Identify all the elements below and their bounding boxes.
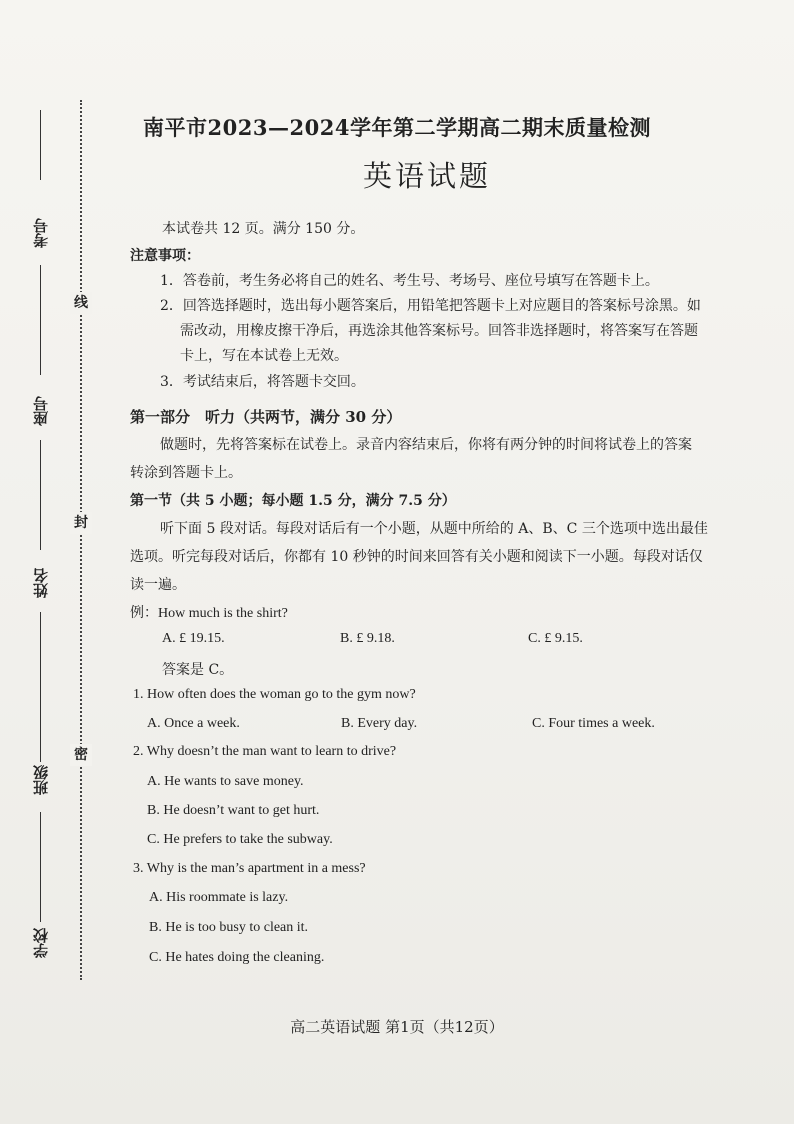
note-item-1: 1．答卷前，考生务必将自己的姓名、考生号、考场号、座位号填写在答题卡上。 [160, 273, 659, 289]
question-3-stem: 3. Why is the man’s apartment in a mess? [133, 861, 366, 876]
exam-title: 南平市2023—2024学年第二学期高二期末质量检测 [143, 115, 651, 140]
question-1-option-a: A. Once a week. [147, 716, 240, 731]
seal-char-line: 线 [70, 292, 92, 314]
question-2-stem: 2. Why doesn’t the man want to learn to drive? [133, 744, 397, 759]
exam-number-label: 考号 [32, 218, 50, 248]
section1-desc-line3: 读一遍。 [130, 577, 186, 593]
class-line [40, 612, 41, 762]
question-2-option-a: A. He wants to save money. [147, 774, 304, 789]
question-3-option-c: C. He hates doing the cleaning. [149, 950, 325, 965]
seal-char-secret: 密 [70, 744, 92, 766]
question-1-option-c: C. Four times a week. [532, 716, 655, 731]
seal-dotted-line [80, 100, 82, 980]
part1-desc-line1: 做题时，先将答案标在试卷上。录音内容结束后，你将有两分钟的时间将试卷上的答案 [160, 437, 692, 453]
page-footer: 高二英语试题 第1页（共12页） [290, 1018, 504, 1036]
part1-heading: 第一部分 听力（共两节，满分 30 分） [130, 408, 402, 426]
name-label: 姓名 [32, 568, 50, 598]
seat-number-label: 座号 [32, 396, 50, 426]
note-item-2-cont-1: 需改动，用橡皮擦干净后，再选涂其他答案标号。回答非选择题时，将答案写在答题 [180, 323, 698, 339]
exam-subtitle: 英语试题 [362, 159, 491, 193]
note-item-3: 3．考试结束后，将答题卡交回。 [160, 374, 365, 390]
question-3-option-b: B. He is too busy to clean it. [149, 920, 309, 935]
question-1-option-b: B. Every day. [341, 716, 418, 731]
school-label: 学校 [32, 928, 50, 958]
question-1-stem: 1. How often does the woman go to the gym now? [133, 687, 416, 702]
seal-char-seal: 封 [70, 512, 92, 534]
example-question: 例：How much is the shirt? [130, 606, 288, 621]
note-item-2-cont-2: 卡上，写在本试卷上无效。 [180, 348, 348, 364]
section1-desc-line2: 选项。听完每段对话后，你都有 10 秒钟的时间来回答有关小题和阅读下一小题。每段对话仅 [130, 549, 703, 565]
example-option-c: C. £ 9.15. [528, 631, 583, 646]
notes-heading: 注意事项： [130, 248, 200, 264]
example-option-b: B. £ 9.18. [340, 631, 395, 646]
question-3-option-a: A. His roommate is lazy. [149, 890, 289, 905]
class-label: 班级 [32, 765, 50, 795]
section1-heading: 第一节（共 5 小题；每小题 1.5 分，满分 7.5 分） [130, 493, 456, 509]
question-2-option-b: B. He doesn’t want to get hurt. [147, 803, 320, 818]
example-option-a: A. £ 19.15. [162, 631, 225, 646]
section1-desc-line1: 听下面 5 段对话。每段对话后有一个小题，从题中所给的 A、B、C 三个选项中选出最佳 [160, 521, 708, 537]
school-line [40, 812, 41, 922]
part1-desc-line2: 转涂到答题卡上。 [130, 465, 242, 481]
note-item-2: 2．回答选择题时，选出每小题答案后，用铅笔把答题卡上对应题目的答案标号涂黑。如 [160, 298, 701, 314]
page-count-info: 本试卷共 12 页。满分 150 分。 [162, 221, 365, 237]
name-line [40, 440, 41, 550]
seat-number-line [40, 265, 41, 375]
example-answer: 答案是 C。 [162, 662, 234, 678]
question-2-option-c: C. He prefers to take the subway. [147, 832, 333, 847]
